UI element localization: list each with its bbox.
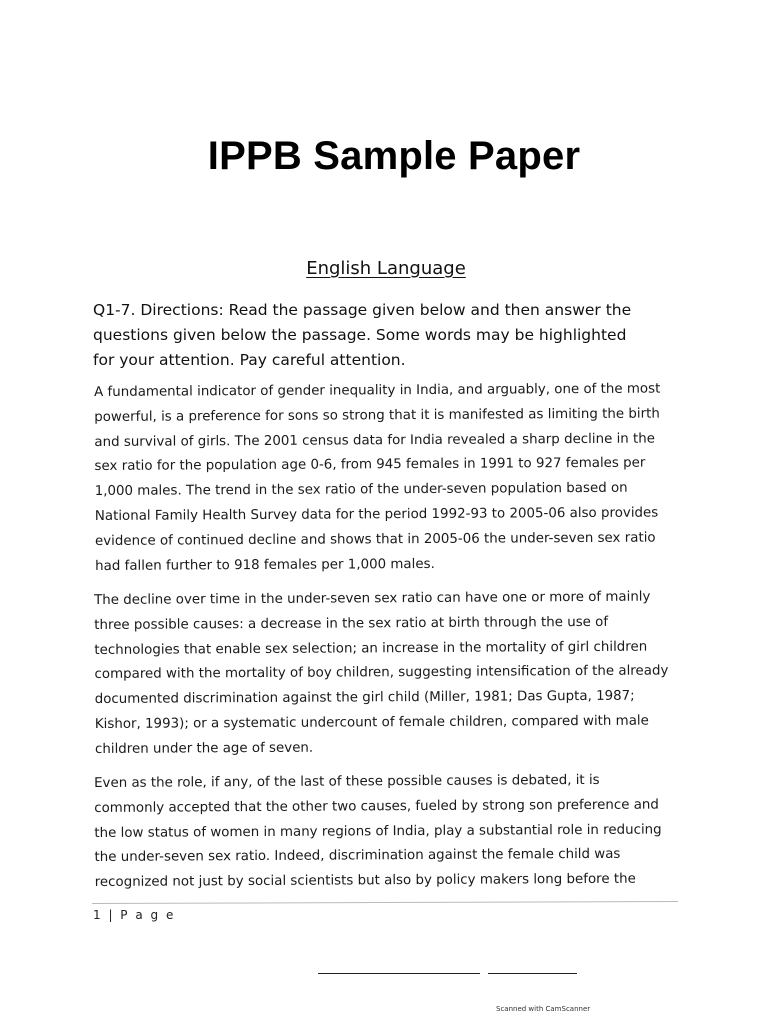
passage-line: 1,000 males. The trend in the sex ratio of the under-seven population based on [94, 480, 628, 500]
passage-line: A fundamental indicator of gender inequality in India, and arguably, one of the most [94, 381, 661, 400]
section-heading: English Language [306, 258, 466, 279]
passage-line: powerful, is a preference for sons so strong that it is manifested as limiting the birth [94, 406, 660, 425]
directions-line: for your attention. Pay careful attention. [93, 351, 406, 369]
footer-divider [92, 901, 678, 904]
passage-line: and survival of girls. The 2001 census data for India revealed a sharp decline in the [94, 431, 656, 450]
passage-line: technologies that enable sex selection; an increase in the mortality of girl children [94, 639, 648, 658]
passage-line: recognized not just by social scientists but also by policy makers long before the [94, 871, 636, 891]
passage-paragraph-3 [94, 768, 695, 896]
passage-line: evidence of continued decline and shows that in 2005-06 the under-seven sex ratio [94, 530, 656, 549]
scanner-watermark: Scanned with CamScanner [496, 1005, 591, 1013]
passage-line: had fallen further to 918 females per 1,000 males. [95, 556, 435, 574]
passage-line: children under the age of seven. [94, 740, 314, 757]
directions-line: Q1-7. Directions: Read the passage given below and then answer the [93, 301, 632, 319]
passage-paragraph-1 [94, 377, 695, 579]
passage-line: sex ratio for the population age 0-6, from 945 females in 1991 to 927 females per [94, 456, 646, 475]
scan-mark-line [488, 973, 577, 974]
paper-title: IPPB Sample Paper [207, 134, 581, 178]
passage-line: commonly accepted that the other two causes, fueled by strong son preference and [94, 797, 659, 816]
passage-line: The decline over time in the under-seven sex ratio can have one or more of mainly [94, 589, 651, 608]
passage-line: Kishor, 1993); or a systematic undercount of female children, compared with male [94, 713, 649, 732]
directions-line: questions given below the passage. Some words may be highlighted [93, 326, 627, 344]
passage-line: compared with the mortality of boy children, suggesting intensification of the already [94, 663, 669, 683]
passage-line: Even as the role, if any, of the last of these possible causes is debated, it is [94, 772, 600, 791]
passage-line: National Family Health Survey data for the period 1992-93 to 2005-06 also provides [94, 505, 659, 524]
scan-mark-line [318, 973, 480, 974]
page-number: 1 | P a g e [93, 908, 176, 922]
directions-block [93, 298, 693, 373]
passage-paragraph-2 [94, 585, 695, 762]
passage-line: the low status of women in many regions of India, play a substantial role in reducing [94, 822, 662, 841]
passage-line: three possible causes: a decrease in the sex ratio at birth through the use of [94, 614, 609, 633]
passage-line: the under-seven sex ratio. Indeed, discrimination against the female child was [94, 847, 621, 866]
passage-line: documented discrimination against the girl child (Miller, 1981; Das Gupta, 1987; [94, 688, 635, 708]
